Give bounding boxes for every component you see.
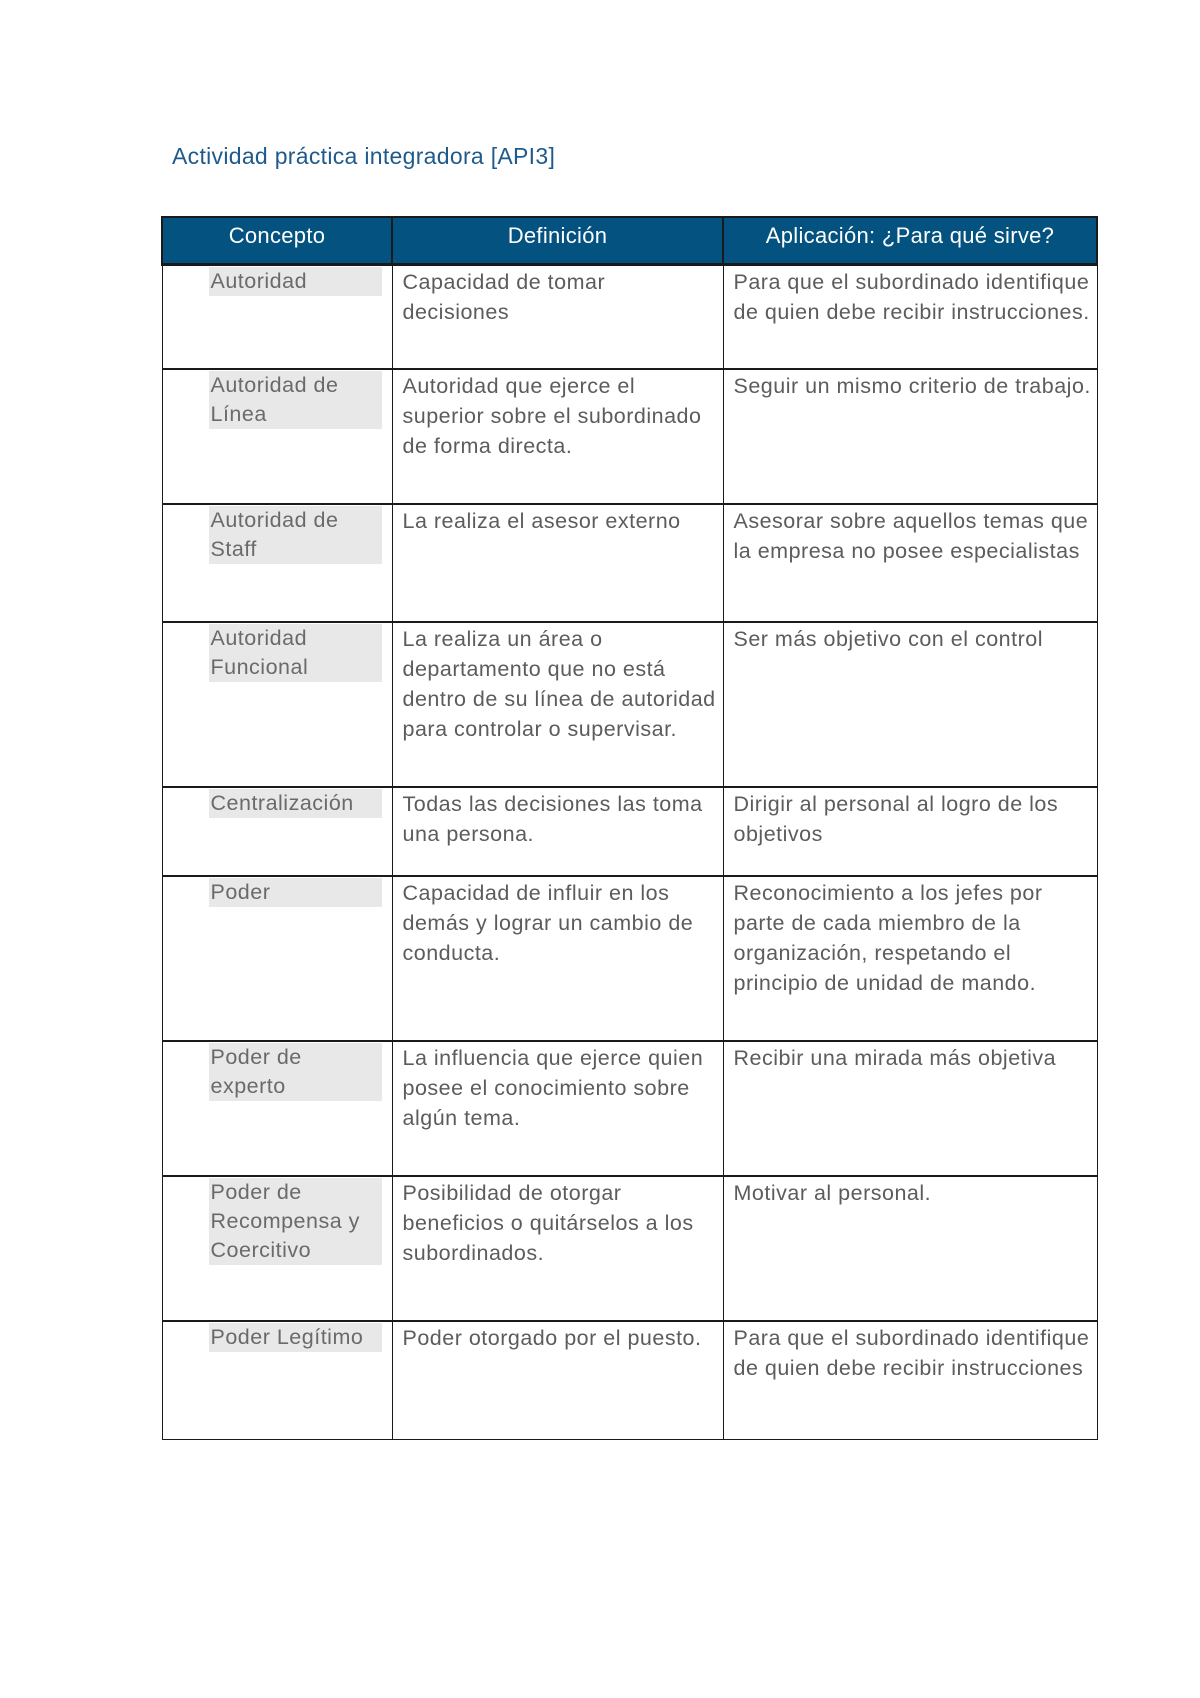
concepto-label: Autoridad de Línea [209, 371, 382, 429]
concepto-label: Centralización [209, 789, 382, 818]
concepto-label: Poder de Recompensa y Coercitivo [209, 1178, 382, 1265]
aplicacion-cell: Reconocimiento a los jefes por parte de cada miembro de la organización, respetando el principio de unidad de mando. [723, 876, 1097, 1041]
concepto-cell [162, 876, 392, 1041]
table-row [162, 369, 1097, 504]
concepto-label: Autoridad de Staff [209, 506, 382, 564]
definicion-cell: Poder otorgado por el puesto. [392, 1321, 723, 1439]
concepto-cell [162, 264, 392, 369]
concepto-label: Poder de experto [209, 1043, 382, 1101]
concepto-cell [162, 1321, 392, 1439]
concepto-cell [162, 622, 392, 787]
aplicacion-cell: Ser más objetivo con el control [723, 622, 1097, 787]
table-row [162, 1041, 1097, 1176]
header-concepto: Concepto [162, 217, 392, 264]
concepto-cell [162, 1041, 392, 1176]
concepto-label: Autoridad Funcional [209, 624, 382, 682]
definicion-cell: La realiza el asesor externo [392, 504, 723, 622]
table-row [162, 787, 1097, 876]
definicion-cell: La realiza un área o departamento que no está dentro de su línea de autoridad para controlar o supervisar. [392, 622, 723, 787]
aplicacion-cell: Asesorar sobre aquellos temas que la empresa no posee especialistas [723, 504, 1097, 622]
concepto-cell [162, 1176, 392, 1321]
definicion-cell: Autoridad que ejerce el superior sobre el subordinado de forma directa. [392, 369, 723, 504]
header-definicion: Definición [392, 217, 723, 264]
definicion-cell: Todas las decisiones las toma una persona. [392, 787, 723, 876]
concepto-label: Poder Legítimo [209, 1323, 382, 1352]
aplicacion-cell: Seguir un mismo criterio de trabajo. [723, 369, 1097, 504]
definicion-cell: La influencia que ejerce quien posee el conocimiento sobre algún tema. [392, 1041, 723, 1176]
table-row [162, 264, 1097, 369]
aplicacion-cell: Motivar al personal. [723, 1176, 1097, 1321]
definicion-cell: Posibilidad de otorgar beneficios o quitárselos a los subordinados. [392, 1176, 723, 1321]
table-row [162, 876, 1097, 1041]
definicion-cell: Capacidad de tomar decisiones [392, 264, 723, 369]
table-row [162, 1176, 1097, 1321]
aplicacion-cell: Para que el subordinado identifique de quien debe recibir instrucciones. [723, 264, 1097, 369]
concept-table [161, 216, 1098, 1440]
table-row [162, 1321, 1097, 1439]
aplicacion-cell: Para que el subordinado identifique de quien debe recibir instrucciones [723, 1321, 1097, 1439]
table-header-row [162, 217, 1097, 264]
table-row [162, 504, 1097, 622]
aplicacion-cell: Recibir una mirada más objetiva [723, 1041, 1097, 1176]
definicion-cell: Capacidad de influir en los demás y lograr un cambio de conducta. [392, 876, 723, 1041]
concepto-cell [162, 504, 392, 622]
page-title: Actividad práctica integradora [API3] [172, 143, 556, 169]
concepto-cell [162, 787, 392, 876]
header-aplicacion: Aplicación: ¿Para qué sirve? [723, 217, 1097, 264]
concepto-cell [162, 369, 392, 504]
table-row [162, 622, 1097, 787]
concepto-label: Autoridad [209, 267, 382, 296]
aplicacion-cell: Dirigir al personal al logro de los objetivos [723, 787, 1097, 876]
concepto-label: Poder [209, 878, 382, 907]
